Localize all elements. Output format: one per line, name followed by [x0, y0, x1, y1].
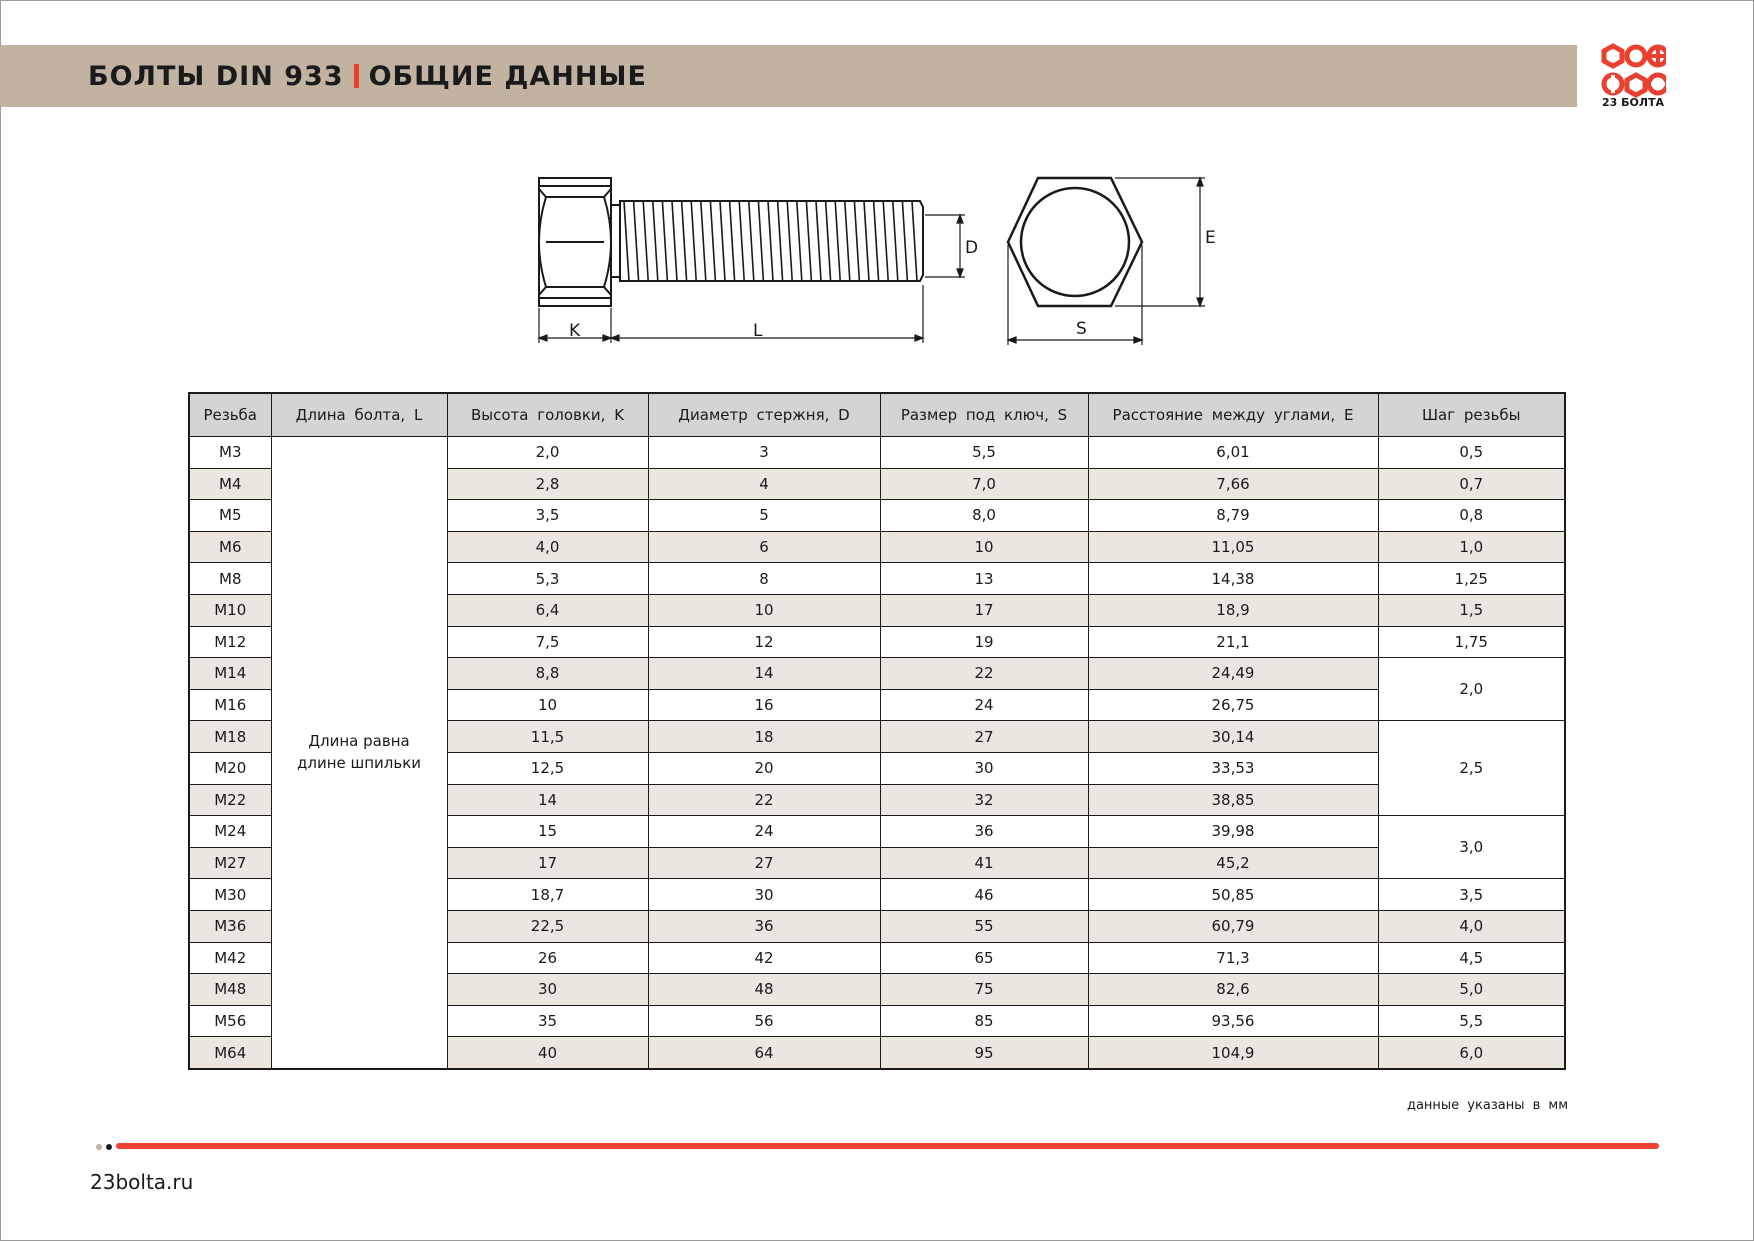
cell-corner-distance: 39,98: [1088, 816, 1378, 848]
thread-line: [710, 201, 715, 281]
cell-corner-distance: 60,79: [1088, 910, 1378, 942]
length-note-line1: Длина равна: [308, 732, 410, 751]
col-header-wrench-size: Размер под ключ, S: [880, 393, 1088, 437]
thread-line: [787, 201, 792, 281]
cell-thread: M5: [189, 500, 271, 532]
thread-line: [768, 201, 773, 281]
cell-head-height: 2,8: [447, 468, 648, 500]
cell-shank-diameter: 36: [648, 910, 880, 942]
col-header-length: Длина болта, L: [271, 393, 447, 437]
cell-shank-diameter: 22: [648, 784, 880, 816]
cell-wrench-size: 27: [880, 721, 1088, 753]
length-note-line2: длине шпильки: [296, 754, 422, 773]
thread-line: [874, 201, 879, 281]
thread-line: [682, 201, 687, 281]
cell-pitch: 6,0: [1378, 1037, 1565, 1069]
cell-thread: M18: [189, 721, 271, 753]
thread-line: [624, 201, 629, 281]
footer-accent-line: [116, 1143, 1659, 1149]
cell-wrench-size: 41: [880, 847, 1088, 879]
cell-thread: M16: [189, 689, 271, 721]
cell-pitch: 0,5: [1378, 437, 1565, 469]
cell-wrench-size: 10: [880, 531, 1088, 563]
thread-line: [758, 201, 763, 281]
cell-thread: M6: [189, 531, 271, 563]
cell-head-height: 11,5: [447, 721, 648, 753]
title-main: БОЛТЫ DIN 933: [88, 60, 344, 92]
thread-line: [902, 201, 907, 281]
thread-line: [845, 201, 850, 281]
bolt-specs-table: [188, 392, 1566, 1070]
thread-line: [883, 201, 888, 281]
table-header-row: [189, 393, 1565, 437]
thread-line: [653, 201, 658, 281]
cell-corner-distance: 104,9: [1088, 1037, 1378, 1069]
cell-thread: M20: [189, 752, 271, 784]
thread-line: [720, 201, 725, 281]
thread-line: [778, 201, 783, 281]
thread-line: [797, 201, 802, 281]
col-header-thread: Резьба: [189, 393, 271, 437]
thread-line: [643, 201, 648, 281]
cell-thread: M48: [189, 974, 271, 1006]
cell-corner-distance: 50,85: [1088, 879, 1378, 911]
cell-wrench-size: 75: [880, 974, 1088, 1006]
hex-head-end-view: [1008, 178, 1142, 306]
cell-corner-distance: 71,3: [1088, 942, 1378, 974]
cell-shank-diameter: 14: [648, 658, 880, 690]
cell-shank-diameter: 10: [648, 594, 880, 626]
cell-pitch: 1,25: [1378, 563, 1565, 595]
cell-corner-distance: 21,1: [1088, 626, 1378, 658]
cell-wrench-size: 8,0: [880, 500, 1088, 532]
dim-label-k: K: [569, 321, 581, 341]
cell-thread: M64: [189, 1037, 271, 1069]
cell-wrench-size: 55: [880, 910, 1088, 942]
units-note: данные указаны в мм: [1406, 1098, 1568, 1113]
cell-pitch: 4,0: [1378, 910, 1565, 942]
cell-shank-diameter: 20: [648, 752, 880, 784]
cell-corner-distance: 30,14: [1088, 721, 1378, 753]
cell-thread: M14: [189, 658, 271, 690]
cell-wrench-size: 32: [880, 784, 1088, 816]
thread-line: [854, 201, 859, 281]
cell-shank-diameter: 56: [648, 1005, 880, 1037]
cell-shank-diameter: 27: [648, 847, 880, 879]
cell-head-height: 15: [447, 816, 648, 848]
cell-shank-diameter: 6: [648, 531, 880, 563]
cell-head-height: 12,5: [447, 752, 648, 784]
cell-thread: M3: [189, 437, 271, 469]
thread-line: [739, 201, 744, 281]
cell-shank-diameter: 16: [648, 689, 880, 721]
cell-wrench-size: 5,5: [880, 437, 1088, 469]
cell-head-height: 14: [447, 784, 648, 816]
cell-head-height: 5,3: [447, 563, 648, 595]
thread-line: [806, 201, 811, 281]
cell-corner-distance: 8,79: [1088, 500, 1378, 532]
cell-thread: M42: [189, 942, 271, 974]
cell-corner-distance: 38,85: [1088, 784, 1378, 816]
col-header-pitch: Шаг резьбы: [1378, 393, 1565, 437]
cell-shank-diameter: 8: [648, 563, 880, 595]
cell-wrench-size: 85: [880, 1005, 1088, 1037]
cell-wrench-size: 65: [880, 942, 1088, 974]
cell-wrench-size: 30: [880, 752, 1088, 784]
cell-wrench-size: 13: [880, 563, 1088, 595]
cell-corner-distance: 26,75: [1088, 689, 1378, 721]
cell-head-height: 7,5: [447, 626, 648, 658]
thread-line: [826, 201, 831, 281]
footer-dot-beige: [96, 1144, 102, 1150]
cell-shank-diameter: 4: [648, 468, 880, 500]
cell-pitch: 0,8: [1378, 500, 1565, 532]
dim-label-s: S: [1076, 319, 1087, 339]
footer-dot-dark: [106, 1144, 112, 1150]
dim-label-l: L: [753, 321, 763, 341]
cell-corner-distance: 11,05: [1088, 531, 1378, 563]
dim-label-d: D: [965, 238, 979, 258]
cell-thread: M12: [189, 626, 271, 658]
cell-shank-diameter: 12: [648, 626, 880, 658]
cell-pitch: 4,5: [1378, 942, 1565, 974]
cell-shank-diameter: 18: [648, 721, 880, 753]
cell-head-height: 26: [447, 942, 648, 974]
bolt-drawing: [520, 165, 1220, 355]
cell-head-height: 17: [447, 847, 648, 879]
cell-corner-distance: 82,6: [1088, 974, 1378, 1006]
cell-head-height: 40: [447, 1037, 648, 1069]
header-bar: [0, 45, 1577, 107]
thread-line: [893, 201, 898, 281]
cell-pitch: 5,5: [1378, 1005, 1565, 1037]
cell-thread: M24: [189, 816, 271, 848]
thread-line: [662, 201, 667, 281]
cell-head-height: 6,4: [447, 594, 648, 626]
footer-site-link[interactable]: 23bolta.ru: [90, 1170, 194, 1194]
thread-line: [634, 201, 639, 281]
cell-pitch: 1,75: [1378, 626, 1565, 658]
cell-wrench-size: 17: [880, 594, 1088, 626]
cell-thread: M4: [189, 468, 271, 500]
cell-thread: M22: [189, 784, 271, 816]
cell-thread: M30: [189, 879, 271, 911]
cell-corner-distance: 24,49: [1088, 658, 1378, 690]
cell-thread: M10: [189, 594, 271, 626]
thread-line: [749, 201, 754, 281]
cell-pitch: 3,5: [1378, 879, 1565, 911]
table-row: [189, 437, 1565, 469]
cell-head-height: 4,0: [447, 531, 648, 563]
title-separator: [354, 64, 359, 88]
cell-head-height: 3,5: [447, 500, 648, 532]
col-header-shank-diameter: Диаметр стержня, D: [648, 393, 880, 437]
cell-shank-diameter: 5: [648, 500, 880, 532]
cell-wrench-size: 22: [880, 658, 1088, 690]
cell-head-height: 10: [447, 689, 648, 721]
cell-wrench-size: 24: [880, 689, 1088, 721]
cell-shank-diameter: 24: [648, 816, 880, 848]
cell-shank-diameter: 3: [648, 437, 880, 469]
table-body: [189, 437, 1565, 1069]
cell-wrench-size: 19: [880, 626, 1088, 658]
thread-line: [701, 201, 706, 281]
cell-length-note: [271, 437, 447, 1069]
cell-thread: M36: [189, 910, 271, 942]
thread-line: [835, 201, 840, 281]
cell-corner-distance: 6,01: [1088, 437, 1378, 469]
cell-head-height: 18,7: [447, 879, 648, 911]
thread-line: [912, 201, 917, 281]
cell-wrench-size: 46: [880, 879, 1088, 911]
col-header-head-height: Высота головки, K: [447, 393, 648, 437]
cell-corner-distance: 14,38: [1088, 563, 1378, 595]
thread-line: [730, 201, 735, 281]
cell-shank-diameter: 64: [648, 1037, 880, 1069]
cell-corner-distance: 93,56: [1088, 1005, 1378, 1037]
cell-wrench-size: 7,0: [880, 468, 1088, 500]
thread-line: [864, 201, 869, 281]
cell-thread: M8: [189, 563, 271, 595]
bolt-neck: [611, 205, 620, 277]
cell-pitch: 3,0: [1378, 816, 1565, 879]
dim-label-e: E: [1205, 228, 1216, 248]
cell-corner-distance: 45,2: [1088, 847, 1378, 879]
cell-head-height: 22,5: [447, 910, 648, 942]
cell-shank-diameter: 48: [648, 974, 880, 1006]
cell-head-height: 35: [447, 1005, 648, 1037]
col-header-corner-distance: Расстояние между углами, E: [1088, 393, 1378, 437]
cell-pitch: 1,0: [1378, 531, 1565, 563]
cell-shank-diameter: 42: [648, 942, 880, 974]
cell-corner-distance: 18,9: [1088, 594, 1378, 626]
cell-corner-distance: 7,66: [1088, 468, 1378, 500]
cell-wrench-size: 36: [880, 816, 1088, 848]
title-sub: ОБЩИЕ ДАННЫЕ: [368, 60, 647, 92]
cell-shank-diameter: 30: [648, 879, 880, 911]
thread-line: [672, 201, 677, 281]
logo-text: 23 БОЛТА: [1601, 96, 1665, 109]
cell-pitch: 0,7: [1378, 468, 1565, 500]
cell-thread: M27: [189, 847, 271, 879]
cell-pitch: 1,5: [1378, 594, 1565, 626]
cell-head-height: 2,0: [447, 437, 648, 469]
page-title: [88, 61, 647, 92]
cell-head-height: 30: [447, 974, 648, 1006]
thread-line: [691, 201, 696, 281]
cell-pitch: 2,0: [1378, 658, 1565, 721]
hex-inner-circle: [1021, 188, 1129, 296]
cell-thread: M56: [189, 1005, 271, 1037]
thread-line: [816, 201, 821, 281]
cell-pitch: 5,0: [1378, 974, 1565, 1006]
cell-corner-distance: 33,53: [1088, 752, 1378, 784]
cell-pitch: 2,5: [1378, 721, 1565, 816]
cell-wrench-size: 95: [880, 1037, 1088, 1069]
cell-head-height: 8,8: [447, 658, 648, 690]
